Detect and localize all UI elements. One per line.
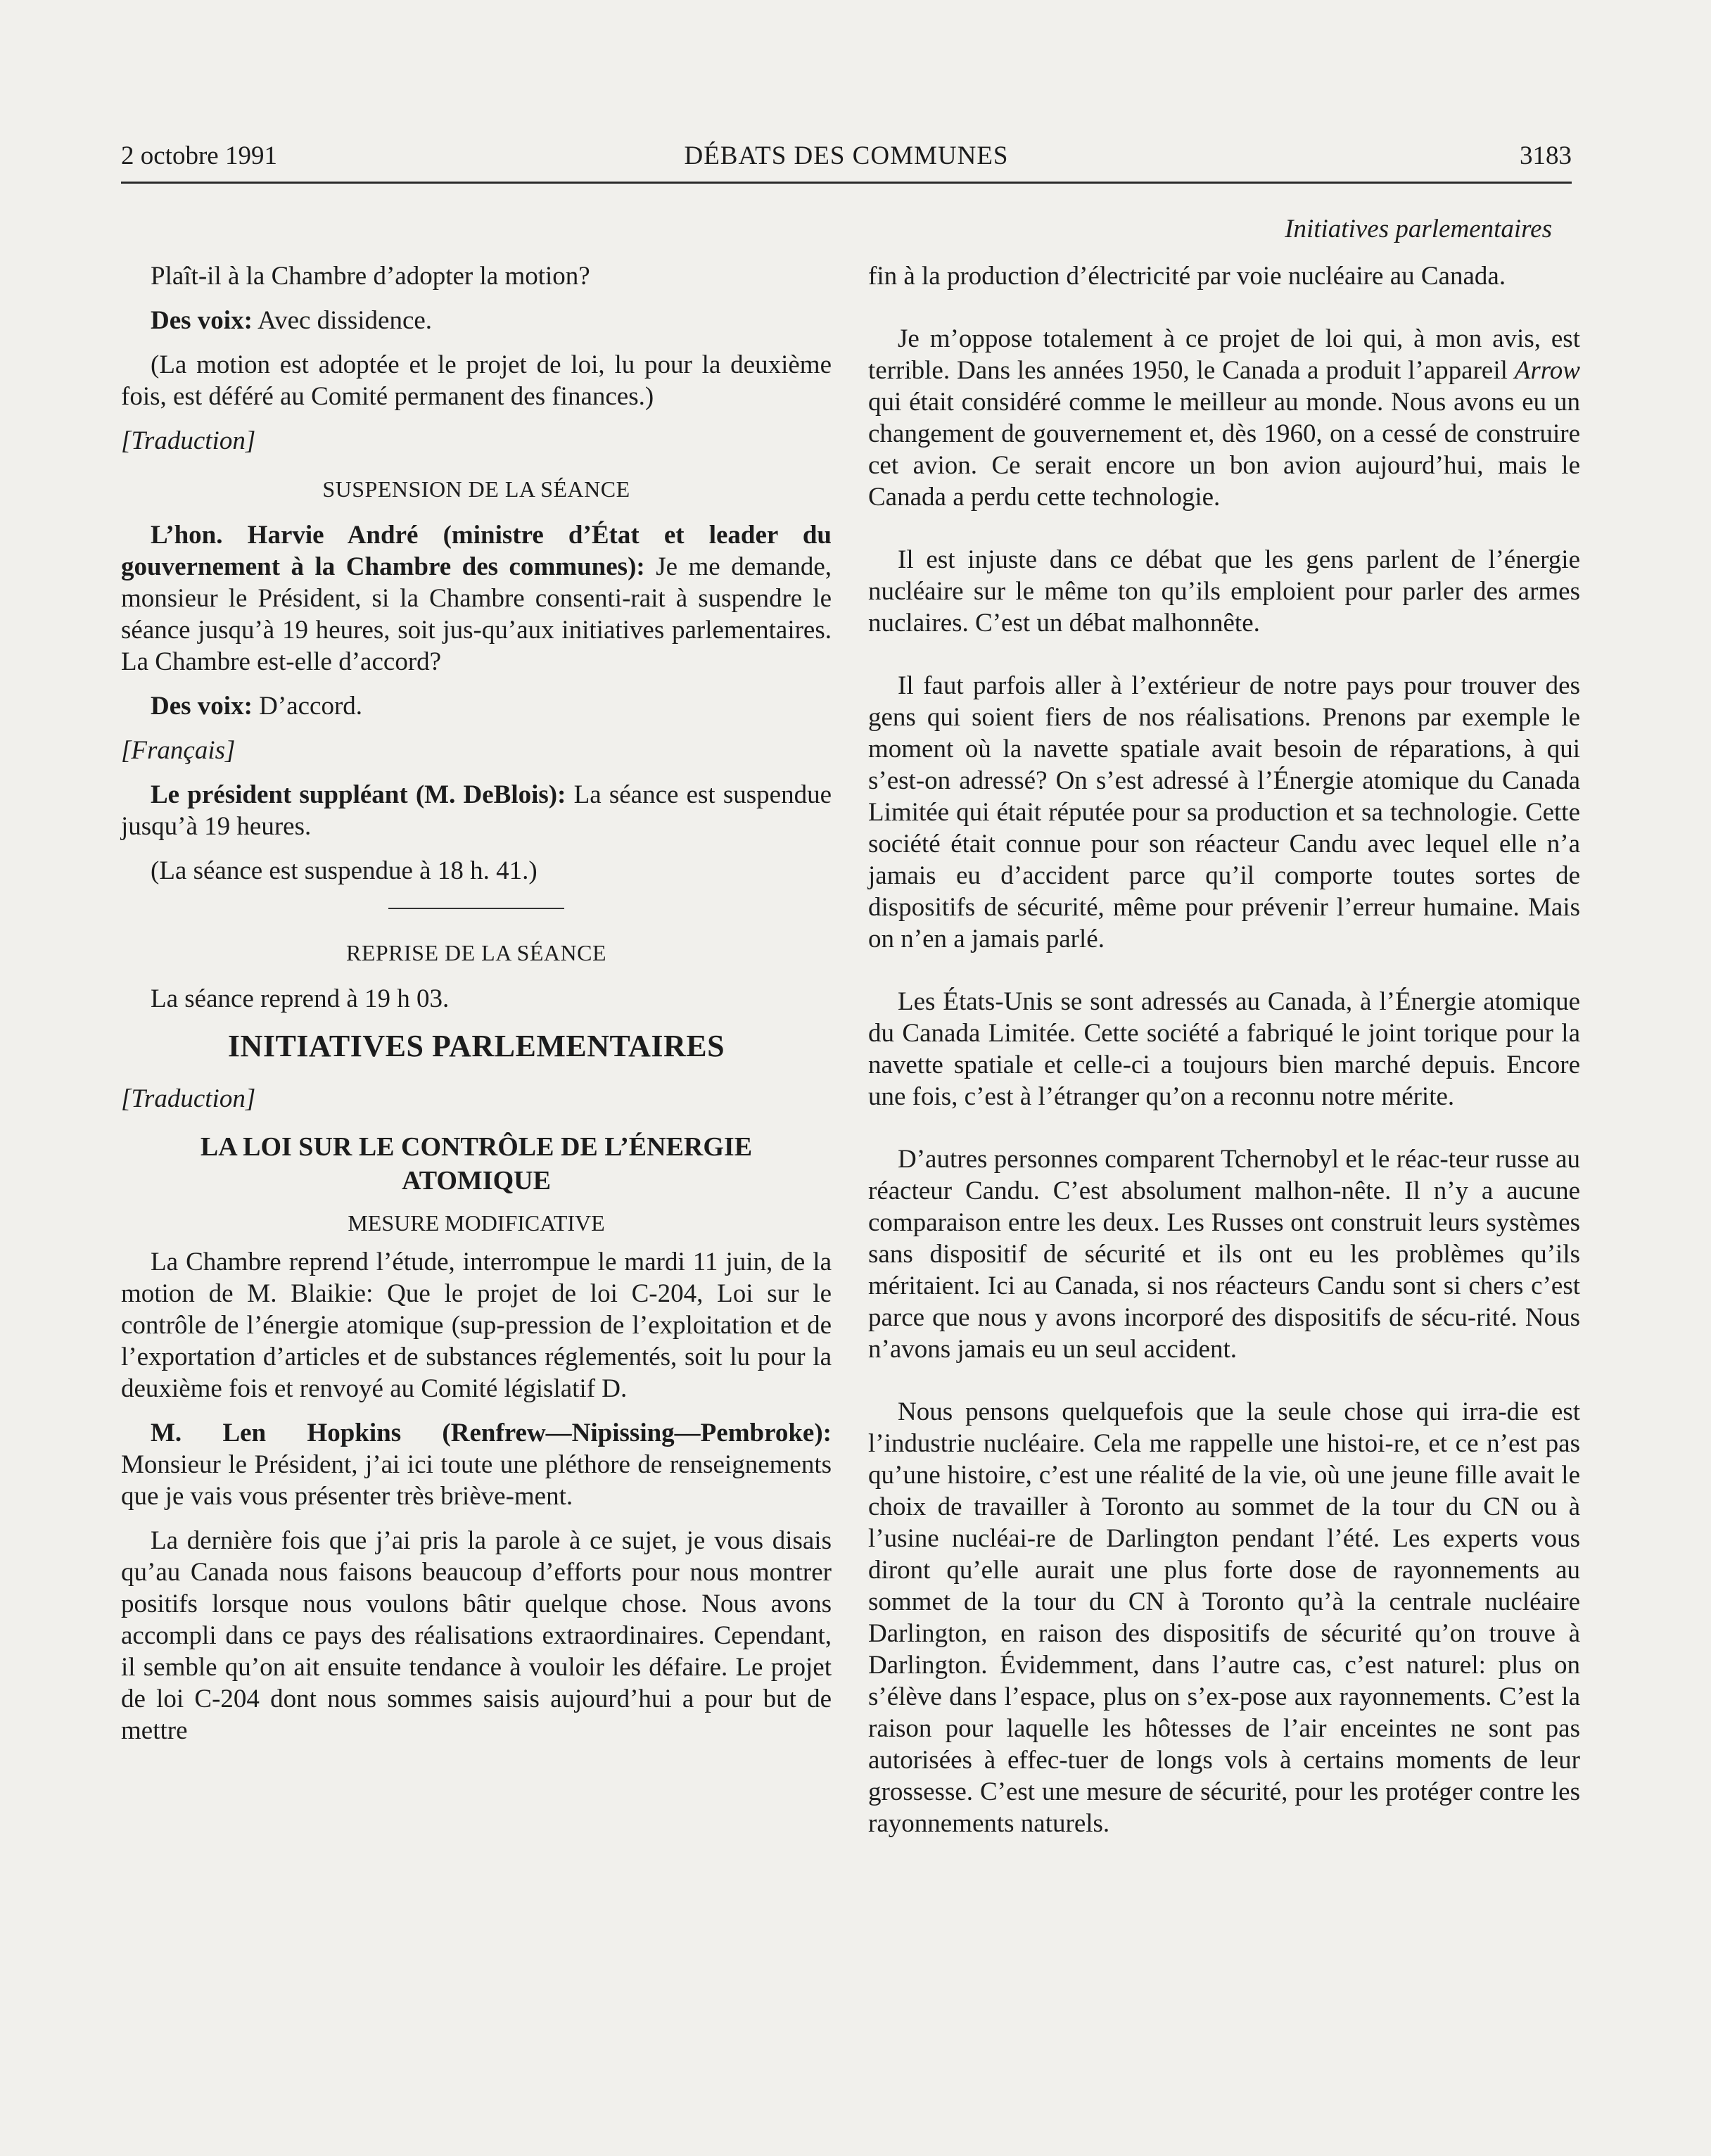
section-heading: INITIATIVES PARLEMENTAIRES	[227, 1029, 725, 1063]
page-number: 3183	[1520, 141, 1572, 170]
running-head: Initiatives parlementaires	[1285, 215, 1552, 243]
speech-text: La séance est suspendue jusqu’à 19 heures.	[121, 780, 832, 841]
speech	[121, 305, 832, 336]
subheading: REPRISE DE LA SÉANCE	[345, 940, 607, 965]
left-column	[121, 260, 832, 1759]
language-marker: [Traduction]	[121, 1084, 256, 1113]
aircraft-name: Arrow	[1514, 356, 1580, 385]
speech-text: D’accord.	[252, 692, 363, 721]
paragraph: Les États-Unis se sont adressés au Canada, à l’Énergie atomique du Canada Limitée. Cette société a fabriqué le joint torique pour la navette spatiale et celle-ci a toujours bien marché depuis. Encore une fois, c’est à l’étranger qu’on a reconnu notre mérite.	[868, 987, 1580, 1111]
speaker-name: Des voix:	[151, 692, 253, 721]
page-header	[121, 138, 1572, 184]
paragraph: La dernière fois que j’ai pris la parole à ce sujet, je vous disais qu’au Canada nous faisons beaucoup d’efforts pour nous montrer positifs lorsque nous voulons bâtir quelque chose. Nous avons accompli dans ce pays des réalisations extraordinaires. Cependant, il semble qu’on ait ensuite tendance à vouloir les défaire. Le projet de loi C-204 dont nous sommes saisis aujourd’hui a pour but de mettre	[121, 1526, 832, 1745]
separator-rule	[388, 908, 564, 909]
speaker-name: Des voix:	[151, 306, 253, 335]
speaker-name: M. Len Hopkins (Renfrew—Nipissing—Pembroke):	[151, 1419, 832, 1447]
speech-text: Avec dissidence.	[252, 306, 433, 335]
speaker-name: Le président suppléant (M. DeBlois):	[151, 780, 566, 809]
right-column	[868, 260, 1580, 1870]
paragraph: (La motion est adoptée et le projet de loi, lu pour la deuxième fois, est déféré au Comité permanent des finances.)	[121, 350, 832, 411]
speech	[121, 1417, 832, 1512]
paragraph: La séance reprend à 19 h 03.	[151, 984, 450, 1013]
paragraph: Plaît-il à la Chambre d’adopter la motion?	[151, 262, 590, 291]
paragraph-text: qui était considéré comme le meilleur au monde. Nous avons eu un changement de gouvernement et, dès 1960, on a cessé de construire cet avion. Ce serait encore un bon avion aujourd’hui, mais le Canada a perdu cette technologie.	[868, 388, 1580, 512]
paragraph: Il est injuste dans ce débat que les gens parlent de l’énergie nucléaire sur le même ton qu’ils emploient pour parler des armes nuclaires. C’est un débat malhonnête.	[868, 545, 1580, 638]
speech-text: Je me demande, monsieur le Président, si la Chambre consenti-rait à suspendre le séance jusqu’à 19 heures, soit jus-qu’aux initiatives parlementaires. La Chambre est-elle d’accord?	[121, 552, 832, 676]
paragraph-text: Je m’oppose totalement à ce projet de loi qui, à mon avis, est terrible. Dans les années 1950, le Canada a produit l’appareil	[868, 324, 1580, 385]
speech	[121, 519, 832, 678]
language-marker: [Français]	[121, 736, 236, 765]
paragraph	[868, 323, 1580, 513]
header-title: DÉBATS DES COMMUNES	[684, 141, 1009, 170]
subheading: MESURE MODIFICATIVE	[348, 1210, 605, 1236]
paragraph: fin à la production d’électricité par voie nucléaire au Canada.	[868, 262, 1506, 291]
header-date: 2 octobre 1991	[121, 141, 277, 170]
bill-title: LA LOI SUR LE CONTRÔLE DE L’ÉNERGIE ATOMIQUE	[200, 1132, 753, 1196]
paragraph: La Chambre reprend l’étude, interrompue le mardi 11 juin, de la motion de M. Blaikie: Que le projet de loi C-204, Loi sur le contrôle de l’énergie atomique (sup-pression de l’exploitation et de l’exportation d’articles et de substances réglementés, soit lu pour la deuxième fois et renvoyé au Comité législatif D.	[121, 1248, 832, 1403]
paragraph: D’autres personnes comparent Tchernobyl et le réac-teur russe au réacteur Candu. C’est absolument malhon-nête. Il n’y a aucune comparaison entre les deux. Les Russes ont construit leurs systèmes sans dispositif de sécurité et ils ont eu les problèmes qu’ils méritaient. Ici au Canada, si nos réacteurs Candu sont si chers c’est parce que nous y avons incorporé des dispositifs de sécu-rité. Nous n’avons jamais eu un seul accident.	[868, 1145, 1580, 1364]
speaker-name: L’hon. Harvie André (ministre d’État et leader du gouvernement à la Chambre des communes):	[121, 521, 832, 581]
paragraph: Il faut parfois aller à l’extérieur de notre pays pour trouver des gens qui soient fiers de nos réalisations. Prenons par exemple le moment où la navette spatiale avait besoin de réparations, à qui s’est-on adressé? On s’est adressé à l’Énergie atomique du Canada Limitée qui était réputée pour sa production et sa technologie. Cette société était connue pour son réacteur Candu avec lequel elle n’a jamais eu d’accident parce qu’il comporte toutes sortes de dispositifs de sécurité, même pour prévenir l’erreur humaine. Mais on n’en a jamais parlé.	[868, 671, 1580, 953]
paragraph: (La séance est suspendue à 18 h. 41.)	[151, 856, 538, 885]
speech	[121, 779, 832, 842]
language-marker: [Traduction]	[121, 426, 256, 455]
speech	[121, 690, 832, 722]
paragraph: Nous pensons quelquefois que la seule chose qui irra-die est l’industrie nucléaire. Cela me rappelle une histoi-re, et ce n’est pas qu’une histoire, c’est une réalité de la vie, où une jeune fille avait le choix de travailler à Toronto au sommet de la tour du CN ou à l’usine nucléai-re de Darlington pendant l’été. Les experts vous diront qu’elle aurait une plus forte dose de rayonnements au sommet de la tour du CN à Toronto qu’à la centrale nucléaire Darlington, en raison des dispositifs de sécurité qu’on trouve à Darlington. Évidemment, dans l’autre cas, c’est naturel: plus on s’élève dans l’espace, plus on s’ex-pose aux rayonnements. C’est la raison pour laquelle les hôtesses de l’air enceintes ne sont pas autorisées à effec-tuer de longs vols à certains moments de leur grossesse. C’est une mesure de sécurité, pour les protéger contre les rayonnements naturels.	[868, 1397, 1580, 1838]
subheading: SUSPENSION DE LA SÉANCE	[322, 476, 630, 502]
speech-text: Monsieur le Président, j’ai ici toute une pléthore de renseignements que je vais vous présenter très briève-ment.	[121, 1450, 832, 1511]
